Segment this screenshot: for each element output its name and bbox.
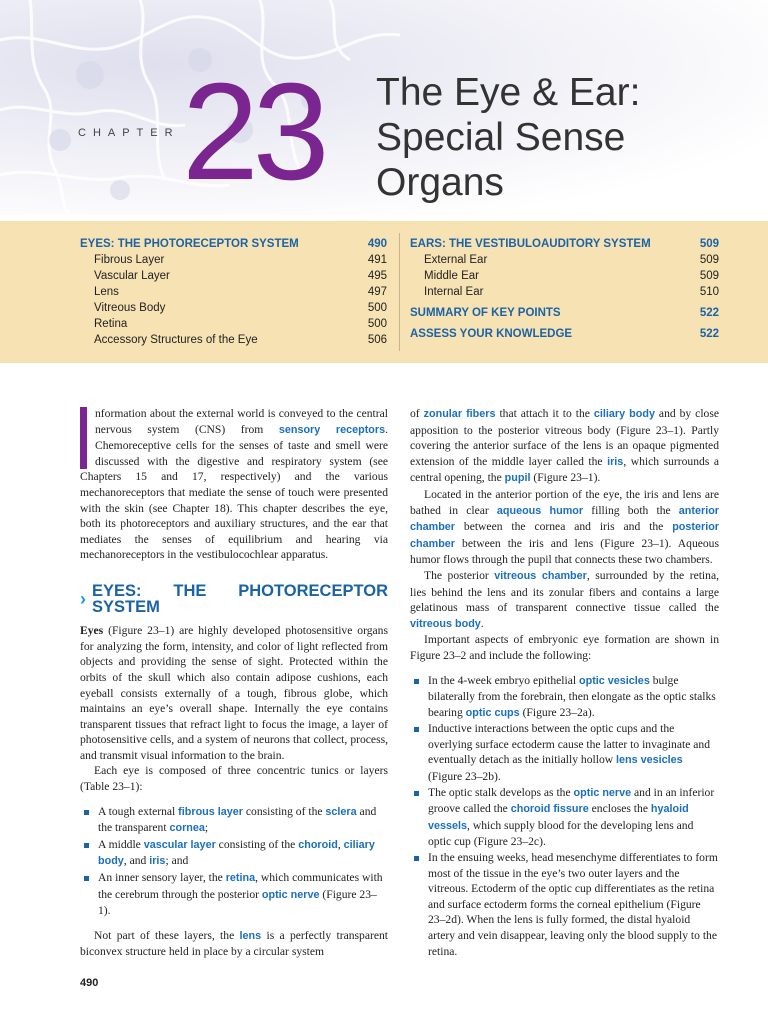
toc-entry[interactable] [80,284,387,300]
tunic-list [80,804,388,919]
section-heading-text: EYES: THE PHOTORECEPTOR SYSTEM [92,581,388,616]
page-number: 490 [80,977,99,989]
toc-entry[interactable] [80,268,387,284]
toc-entry[interactable] [80,236,387,252]
chapter-label: CHAPTER [78,127,180,139]
chapter-banner [0,0,768,215]
list-item: In the 4-week embryo epithelial optic vesicles bulge bilaterally from the forebrain, then elongate as the optic stalks bearing optic cups (Figure 23–2a). [410,673,719,722]
keyword: sensory receptors [278,423,386,436]
chapter-contents [0,221,768,363]
body-paragraph: Important aspects of embryonic eye formation are shown in Figure 23–2 and include the following: [410,633,719,662]
toc-entry[interactable] [80,300,387,316]
toc-entry-label: External Ear [424,254,488,266]
toc-entry-label: Accessory Structures of the Eye [94,334,258,346]
toc-entry-page: 500 [367,318,387,330]
body-paragraph: of zonular fibers that attach it to the ciliary body and by close apposition to the posterior vitreous body (Figure 23–1). Partly covering the anterior surface of the lens is an opaque pigmented extension of the middle layer called the iris, which surrounds a central opening, the pupil (Figure 23–1). [410,407,719,485]
toc-entry[interactable] [410,236,719,252]
list-item: A tough external fibrous layer consisting of the sclera and the transparent cornea; [80,804,388,837]
bullet-square-icon [414,679,419,684]
chapter-title-line: Organs [376,161,504,204]
body-paragraph: Each eye is composed of three concentric tunics or layers (Table 23–1): [80,764,388,794]
toc-entry-label: EARS: THE VESTIBULOAUDITORY SYSTEM [410,238,651,250]
toc-entry-page: 510 [699,286,719,298]
toc-entry-label: Fibrous Layer [94,254,165,266]
toc-entry-label: SUMMARY OF KEY POINTS [410,307,561,319]
toc-entry-label: Lens [94,286,119,298]
bullet-square-icon [414,791,419,796]
toc-entry[interactable] [410,305,719,321]
chapter-title-line: Special Sense [376,116,626,159]
toc-entry-page: 522 [699,307,719,319]
drop-cap-bar [80,407,87,469]
chapter-number: 23 [182,55,324,209]
toc-entry-page: 509 [699,254,719,266]
toc-entry-label: ASSESS YOUR KNOWLEDGE [410,328,573,340]
toc-entry[interactable] [80,252,387,268]
intro-paragraph: nformation about the external world is conveyed to the central nervous system (CNS) from sensory receptors. Chemoreceptive cells for the senses of taste and smell were discussed with the digestive and respiratory system (see Chapters 15 and 17, respectively) and the various mechanoreceptors that mediate the sense of touch were presented with the skin (see Chapter 18). This chapter describes the eye, both its photoreceptors and auxiliary structures, and the ear that mediates the senses of equilibrium and hearing via mechanoreceptors in the vestibulocochlear apparatus. [80,407,388,562]
toc-entry-label: Retina [94,318,128,330]
body-paragraph: Located in the anterior portion of the eye, the iris and lens are bathed in clear aqueous humor filling both the anterior chamber between the cornea and iris and the posterior chamber between the iris and lens (Figure 23–1). Aqueous humor flows through the pupil that connects these two chambers. [410,487,719,567]
toc-entry-page: 497 [367,286,387,298]
toc-entry[interactable] [410,252,719,268]
chapter-title [376,70,640,205]
list-item: In the ensuing weeks, head mesenchyme differentiates to form most of the tissue in the eye’s two outer layers and the vitreous. Ectoderm of the optic cup differentiates as the retina and surface ectoderm forms the corneal epithelium (Figure 23–2d). When the lens is fully formed, the distal hyaloid artery and vein disappear, leaving only the blood supply to the retina. [410,850,719,959]
bullet-square-icon [84,843,89,848]
text-column-right [410,406,719,968]
toc-entry[interactable] [410,284,719,300]
toc-entry-label: Middle Ear [424,270,479,282]
toc-entry-label: EYES: THE PHOTORECEPTOR SYSTEM [80,238,299,250]
toc-entry[interactable] [410,326,719,342]
chevron-right-icon: › [80,588,86,609]
body-paragraph: The posterior vitreous chamber, surrounded by the retina, lies behind the lens and its zonular fibers and contains a large gelatinous mass of transparent connective tissue called the vitreous body. [410,568,719,630]
toc-entry-label: Vitreous Body [94,302,166,314]
bullet-square-icon [84,810,89,815]
toc-entry[interactable] [80,316,387,332]
list-item: An inner sensory layer, the retina, which communicates with the cerebrum through the posterior optic nerve (Figure 23–1). [80,870,388,919]
toc-entry-page: 490 [367,238,387,250]
bullet-square-icon [414,856,419,861]
toc-right-column [410,236,719,342]
toc-entry-page: 495 [367,270,387,282]
toc-entry-label: Internal Ear [424,286,484,298]
toc-left-column [80,236,387,348]
list-item: A middle vascular layer consisting of the choroid, ciliary body, and iris; and [80,837,388,870]
body-paragraph: Eyes (Figure 23–1) are highly developed photosensitive organs for analyzing the form, intensity, and color of light reflected from objects and providing the sense of sight. Protected within the orbits of the skull which also contain adipose cushions, each eyeball consists externally of a tough, fibrous globe, which maintains an eye’s overall shape. Internally the eye contains transparent tissues that refract light to focus the image, a layer of photosensitive cells, and a system of neurons that collect, process, and transmit visual information to the brain. [80,624,388,762]
toc-divider [399,233,400,351]
embryo-list [410,673,719,960]
toc-entry-page: 509 [699,270,719,282]
toc-entry-page: 506 [367,334,387,346]
bullet-square-icon [414,727,419,732]
text-column-left [80,406,388,960]
toc-entry-page: 509 [699,238,719,250]
toc-entry-page: 522 [699,328,719,340]
toc-entry-page: 491 [367,254,387,266]
list-item: The optic stalk develops as the optic nerve and in an inferior groove called the choroid fissure encloses the hyaloid vessels, which supply blood for the developing lens and optic cup (Figure 23–2c). [410,785,719,850]
toc-entry[interactable] [410,268,719,284]
body-paragraph: Not part of these layers, the lens is a perfectly transparent biconvex structure held in place by a circular system [80,928,389,959]
toc-entry-label: Vascular Layer [94,270,170,282]
section-heading [80,581,388,616]
list-item: Inductive interactions between the optic cups and the overlying surface ectoderm cause the latter to invaginate and eventually detach as the initially hollow lens vesicles (Figure 23–2b). [410,721,719,784]
chapter-title-line: The Eye & Ear: [376,71,641,114]
toc-entry-page: 500 [367,302,387,314]
toc-entry[interactable] [80,332,387,348]
bullet-square-icon [84,876,89,881]
